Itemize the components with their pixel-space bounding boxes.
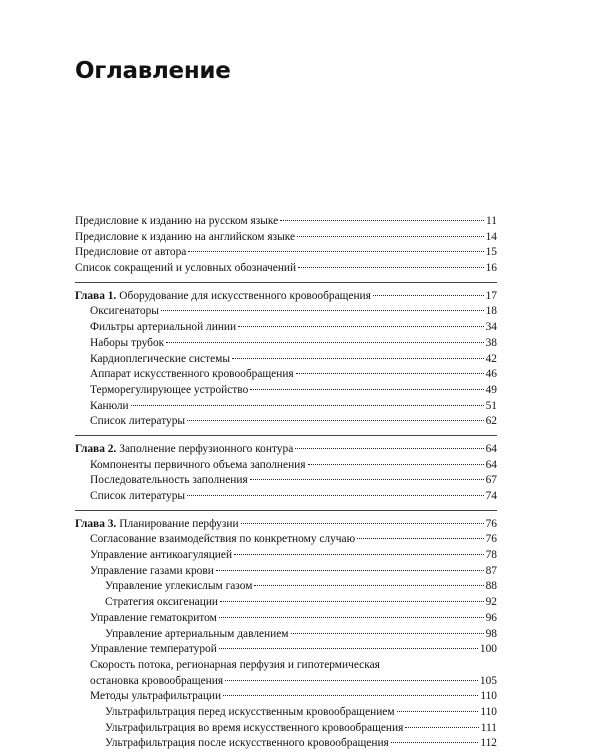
toc-entry-text: Согласование взаимодействия по конкретному случаю <box>90 533 356 546</box>
toc-entry-references[interactable] <box>75 489 497 505</box>
dot-leader <box>397 711 479 712</box>
toc-page-number: 62 <box>485 415 497 428</box>
toc-entry-text: Предисловие от автора <box>75 246 187 259</box>
dot-leader <box>291 633 484 634</box>
toc-entry-text: Управление антикоагуляцией <box>90 549 233 562</box>
toc-entry-text: Управление температурой <box>90 643 217 656</box>
toc-entry-preface-russian[interactable] <box>75 214 497 230</box>
toc-entry-text: Канюли <box>90 399 129 412</box>
toc-entry-text: Ультрафильтрация после искусственного кровообращения <box>105 737 389 750</box>
section-divider <box>75 510 497 511</box>
toc-chapter-1[interactable] <box>75 289 497 305</box>
toc-page-number: 100 <box>479 643 497 656</box>
toc-page-number: 92 <box>485 596 497 609</box>
dot-leader <box>250 389 483 390</box>
toc-page-number: 64 <box>485 442 497 455</box>
dot-leader <box>216 570 484 571</box>
toc-entry-flow-rate-line2[interactable] <box>75 674 497 690</box>
toc-entry-text: Список литературы <box>90 415 186 428</box>
toc-entry-priming-sequence[interactable] <box>75 473 497 489</box>
toc-page-number: 76 <box>485 517 497 530</box>
dot-leader <box>373 295 484 296</box>
toc-entry-tubing-sets[interactable] <box>75 336 497 352</box>
toc-page-number: 112 <box>480 737 497 750</box>
toc-page-number: 15 <box>485 246 497 259</box>
dot-leader <box>357 538 484 539</box>
toc-entry-co2[interactable] <box>75 579 497 595</box>
toc-entry-anticoagulation[interactable] <box>75 548 497 564</box>
toc-entry-preface-english[interactable] <box>75 230 497 246</box>
dot-leader <box>308 464 484 465</box>
toc-page-number: 110 <box>480 705 497 718</box>
toc-page-number: 78 <box>485 549 497 562</box>
dot-leader <box>187 495 484 496</box>
toc-entry-text: Предисловие к изданию на английском языке <box>75 230 296 243</box>
dot-leader <box>161 310 484 311</box>
toc-page-number: 88 <box>485 580 497 593</box>
toc-chapter-2[interactable] <box>75 442 497 458</box>
toc-entry-text: Ультрафильтрация перед искусственным кровообращением <box>105 705 395 718</box>
toc-entry-temperature[interactable] <box>75 642 497 658</box>
dot-leader <box>223 695 478 696</box>
toc-entry-ultrafiltration-methods[interactable] <box>75 689 497 705</box>
toc-page-number: 17 <box>485 289 497 302</box>
page-title: Оглавление <box>75 58 231 84</box>
toc-page-number: 49 <box>485 383 497 396</box>
toc-entry-priming-components[interactable] <box>75 458 497 474</box>
dot-leader <box>250 479 484 480</box>
toc-page-number: 110 <box>480 690 497 703</box>
dot-leader <box>298 267 483 268</box>
section-divider <box>75 435 497 436</box>
toc-entry-preface-author[interactable] <box>75 245 497 261</box>
toc-page-number: 98 <box>485 627 497 640</box>
toc-entry-arterial-filters[interactable] <box>75 320 497 336</box>
dot-leader <box>296 373 484 374</box>
dot-leader <box>220 601 484 602</box>
table-of-contents <box>75 214 497 752</box>
toc-entry-text: Кардиоплегические системы <box>90 352 230 365</box>
dot-leader <box>131 405 484 406</box>
toc-entry-uf-during[interactable] <box>75 721 497 737</box>
toc-entry-blood-gas[interactable] <box>75 564 497 580</box>
toc-entry-text: Скорость потока, регионарная перфузия и гипотермическая <box>90 658 380 671</box>
toc-entry-text: Стратегия оксигенации <box>105 596 219 609</box>
toc-entry-text: Наборы трубок <box>90 336 165 349</box>
toc-entry-uf-before[interactable] <box>75 705 497 721</box>
chapter-number: Глава 3. <box>75 517 117 530</box>
toc-page-number: 16 <box>485 262 497 275</box>
dot-leader <box>225 680 478 681</box>
dot-leader <box>188 251 483 252</box>
toc-page-number: 51 <box>485 399 497 412</box>
toc-page-number: 74 <box>485 490 497 502</box>
toc-page-number: 76 <box>485 533 497 546</box>
chapter-number: Глава 2. <box>75 442 117 455</box>
section-divider <box>75 282 497 283</box>
toc-entry-text: Методы ультрафильтрации <box>90 690 222 703</box>
toc-page-number: 64 <box>485 458 497 471</box>
toc-entry-arterial-pressure[interactable] <box>75 627 497 643</box>
toc-entry-references[interactable] <box>75 414 497 430</box>
toc-entry-text: Управление углекислым газом <box>105 580 253 593</box>
dot-leader <box>405 727 478 728</box>
toc-entry-text: Аппарат искусственного кровообращения <box>90 368 294 381</box>
toc-entry-text: Оксигенаторы <box>90 305 159 318</box>
chapter-title: Планирование перфузии <box>119 517 239 530</box>
chapter-title: Оборудование для искусственного кровообращения <box>119 289 371 302</box>
dot-leader <box>295 448 483 449</box>
toc-entry-flow-rate-line1[interactable] <box>75 658 497 674</box>
toc-page-number: 42 <box>485 352 497 365</box>
toc-entry-oxygenators[interactable] <box>75 304 497 320</box>
dot-leader <box>238 326 483 327</box>
toc-entry-text: Список сокращений и условных обозначений <box>75 262 297 275</box>
toc-page-number: 38 <box>485 336 497 349</box>
toc-page-number: 46 <box>485 368 497 381</box>
toc-entry-oxygenation[interactable] <box>75 595 497 611</box>
toc-entry-text: Последовательность заполнения <box>90 474 248 487</box>
toc-entry-cardioplegia-systems[interactable] <box>75 352 497 368</box>
toc-entry-heater-cooler[interactable] <box>75 383 497 399</box>
toc-entry-text: Терморегулирующее устройство <box>90 383 249 396</box>
toc-entry-text: Список литературы <box>90 490 186 502</box>
dot-leader <box>234 554 484 555</box>
toc-entry-case-coordination[interactable] <box>75 532 497 548</box>
dot-leader <box>219 648 478 649</box>
toc-entry-heart-lung-machine[interactable] <box>75 367 497 383</box>
dot-leader <box>232 358 484 359</box>
toc-entry-text: Фильтры артериальной линии <box>90 321 237 334</box>
toc-entry-hematocrit[interactable] <box>75 611 497 627</box>
toc-entry-cannulae[interactable] <box>75 399 497 415</box>
toc-entry-text: Управление гематокритом <box>90 611 217 624</box>
toc-page-number: 14 <box>485 230 497 243</box>
toc-page-number: 34 <box>485 321 497 334</box>
dot-leader <box>254 585 483 586</box>
toc-page-number: 11 <box>486 215 497 227</box>
toc-page-number: 18 <box>485 305 497 318</box>
dot-leader <box>187 420 484 421</box>
dot-leader <box>391 742 479 743</box>
toc-entry-text: Компоненты первичного объема заполнения <box>90 458 306 471</box>
toc-page-number: 105 <box>479 674 497 687</box>
chapter-number: Глава 1. <box>75 289 117 302</box>
dot-leader <box>297 236 484 237</box>
toc-page-number: 67 <box>485 474 497 487</box>
toc-entry-text: Управление артериальным давлением <box>105 627 289 640</box>
toc-entry-text: Управление газами крови <box>90 564 214 577</box>
dot-leader <box>166 342 483 343</box>
toc-entry-text: остановка кровообращения <box>90 674 224 687</box>
dot-leader <box>280 220 484 221</box>
toc-page-number: 111 <box>480 721 497 734</box>
chapter-title: Заполнение перфузионного контура <box>119 442 294 455</box>
dot-leader <box>241 523 484 524</box>
toc-entry-text: Ультрафильтрация во время искусственного кровообращения <box>105 721 404 734</box>
toc-page-number: 87 <box>485 564 497 577</box>
toc-page-number: 96 <box>485 611 497 624</box>
toc-entry-abbreviations[interactable] <box>75 261 497 277</box>
dot-leader <box>219 617 484 618</box>
toc-entry-text: Предисловие к изданию на русском языке <box>75 215 279 227</box>
toc-chapter-3[interactable] <box>75 517 497 533</box>
